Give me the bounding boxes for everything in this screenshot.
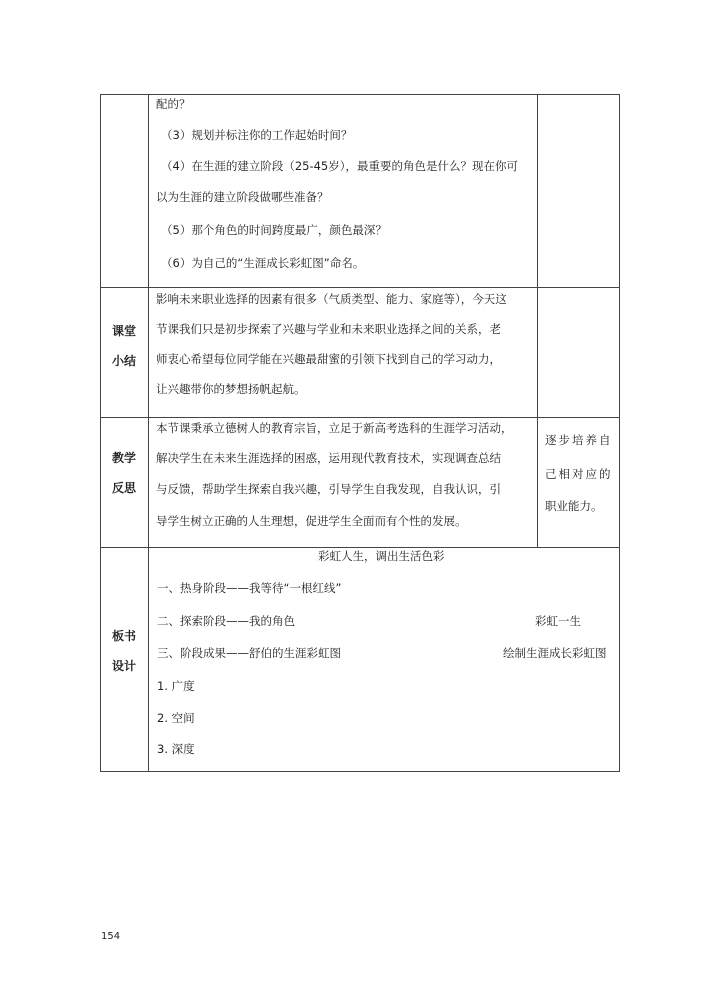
board-title: 彩虹人生，调出生活色彩: [318, 549, 445, 563]
activity-question-line: 以为生涯的建立阶段做哪些准备？: [156, 190, 329, 204]
reflection-line: 解决学生在未来生涯选择的困惑，运用现代教育技术，实现调查总结: [156, 451, 501, 465]
board-subitem: 3. 深度: [157, 742, 195, 756]
board-subitem: 2. 空间: [157, 711, 195, 725]
page-number: 154: [101, 931, 121, 942]
board-subitem: 1. 广度: [157, 679, 195, 693]
activity-question-line: 配的？: [156, 97, 191, 111]
summary-line: 节课我们只是初步探索了兴趣与学业和未来职业选择之间的关系，老: [156, 322, 501, 336]
activity-question-line: （5）那个角色的时间跨度最广，颜色最深？: [161, 223, 387, 237]
reflection-line: 导学生树立正确的人生理想，促进学生全面而有个性的发展。: [156, 514, 467, 528]
board-item: 三、阶段成果——舒伯的生涯彩虹图: [157, 646, 341, 660]
section-label-board-design: 板书 设计: [111, 629, 136, 673]
board-item-right: 绘制生涯成长彩虹图: [503, 646, 607, 660]
note-column-divider: [537, 94, 538, 547]
reflection-note-line: 职业能力。: [545, 499, 603, 513]
board-item: 一、热身阶段——我等待“一根红线”: [157, 581, 342, 595]
label-column-divider: [148, 94, 149, 772]
board-item: 二、探索阶段——我的角色: [157, 614, 295, 628]
reflection-note-line: 逐步培养自: [545, 433, 613, 447]
reflection-note-line: 己相对应的: [545, 467, 613, 481]
row-divider-1: [100, 287, 620, 288]
section-label-reflection: 教学 反思: [111, 451, 136, 495]
activity-question-line: （6）为自己的“生涯成长彩虹图”命名。: [161, 256, 365, 270]
board-item-right: 彩虹一生: [535, 614, 581, 628]
activity-question-line: （3）规划并标注你的工作起始时间？: [161, 128, 353, 142]
reflection-line: 与反馈，帮助学生探索自我兴趣，引导学生自我发现，自我认识，引: [156, 482, 501, 496]
summary-line: 师衷心希望每位同学能在兴趣最甜蜜的引领下找到自己的学习动力，: [156, 352, 501, 366]
summary-line: 影响未来职业选择的因素有很多（气质类型、能力、家庭等），今天这: [156, 292, 507, 306]
activity-question-line: （4）在生涯的建立阶段（25-45岁），最重要的角色是什么？现在你可: [161, 159, 518, 173]
summary-line: 让兴趣带你的梦想扬帆起航。: [156, 382, 306, 396]
row-divider-2: [100, 417, 620, 418]
section-label-summary: 课堂 小结: [111, 324, 136, 368]
reflection-line: 本节课秉承立德树人的教育宗旨，立足于新高考选科的生涯学习活动，: [156, 421, 513, 435]
